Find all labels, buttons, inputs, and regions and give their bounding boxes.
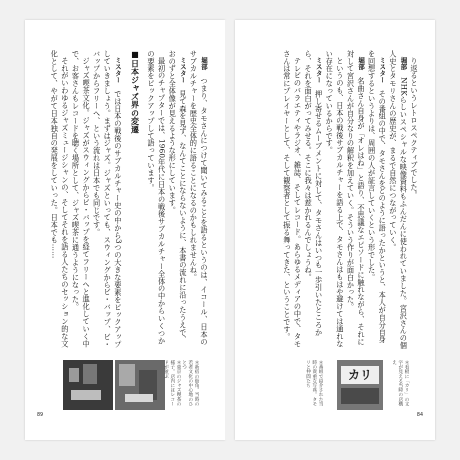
body-paragraph [281,50,302,350]
paragraph-text: 最初のチャプターでは、1960年代に日本の戦後サブカルチャー全体の中からいくつかの要素をピックアップして語っています。 [147,50,167,345]
paragraph-text: それがいわゆるジャズミュージシャンの、そしてそれを語る人たちのセッション的な文化として、やがて日本独自の発展をしていった。日本でも…… [50,50,70,348]
paragraph-text: り返るというレトロスペクティブでした。 [410,57,419,199]
body-paragraph [188,50,209,350]
photo-caption: ＊看板に「カリ」の文字が見える当時の店構え [391,360,409,406]
speaker-label: 堀部 [399,57,408,70]
paragraph-text: テレビのバラエティやラジオ、雑誌、そしてレコード。あらゆるメディアの中で、タモさんは常にプレイヤーとして、そして観察者として振る舞ってきた、ということです。 [282,50,303,348]
right-photo-area [245,360,425,410]
right-page-text [257,50,419,350]
left-photo-area [35,360,215,410]
speaker-label: ミスター [378,57,387,83]
street-scene-photo [115,360,165,410]
body-paragraph [345,50,366,350]
body-paragraph [91,50,123,350]
storefront-sign-photo [337,360,383,410]
right-page [235,20,435,440]
left-page [25,20,225,440]
paragraph-text: 押し寄せるムーブメントに対して、タモさんはいつも一歩引いたところから、それを面白がってみせる。そこに我々は惹かれるんでしょうね。 [304,50,324,337]
speaker-label: ミスター [314,57,323,83]
body-paragraph [70,50,91,350]
body-paragraph [366,50,387,350]
body-paragraph [324,50,345,350]
paragraph-text: では日本の戦後のサブカルチャー史の中から3つの大きな要素をピックアップしていきましょう。まずはジャズ。ジャズといっても、スウィングからビ・バップ、ビ・バップからフリーへ、という流れは日本でも同じです。 [92,50,123,349]
photo-caption: ＊東京のジャズ喫茶の様子。店内にはレコードが並ぶ [163,360,181,406]
section-heading: ■日本ジャズ界の変遷 [130,50,140,134]
paragraph-text: 見て森を見ず、なんてことにならないように、本書の流れに沿ったうえで、おのずと全体像が見えるような形にしています。 [168,50,188,344]
gutter [225,20,235,440]
speaker-label: 堀部 [200,57,208,70]
left-page-text [47,50,209,350]
speaker-label: ミスター [113,57,122,83]
body-paragraph [145,50,166,350]
paragraph-text: その番組の中で、タモさんをどのように語ったかというと、本人が自分自身を回想するというよりは、周囲の人が証言していくという形でした。 [367,50,388,344]
storefront-sign-text: カリ [347,368,372,382]
body-paragraph [167,50,188,350]
speaker-label: ミスター [178,57,187,83]
paragraph-text: というのも、日本の戦後サブカルチャーを語る上で、タモさんはもはや避けては通れない存在になっているからです。 [325,50,345,348]
paragraph-text: NHKらしいスペシャルな映像資料もふんだんに使われていました。宮沢さんの個人史とタモリさんの歴史が、まるで自然につながっていく。 [388,50,409,350]
paragraph-text: 名曲さん自身が「オレはね」と語り、不思議なエピソードに触れながら、それに対して宮沢さんが自分なりの解釈を加えていく。そういう作りが面白かった。 [346,50,367,346]
paragraph-text: つまり、タモさんにつけて聞いてみることを語るというのは、イコール、日本のサブカルチャーを歴史全体的に語ることになるのかもしれませんね。 [189,50,209,346]
photo-caption: ＊新宿の街角。当時の若者文化の中心地のひとつ [181,360,199,406]
body-paragraph [408,50,419,350]
body-paragraph [387,50,408,350]
body-paragraph [49,50,70,350]
paragraph-text: ジャズ喫茶文化。ジャズがスウィングからビ・バップを経てフリーへと進化していく中で、お客さんもレコードを聴く場所として、ジャズ喫茶に通うようになった。 [71,50,92,348]
page-number: 89 [37,413,44,418]
photo-caption: ＊番組で紹介された当時の貴重な写真。タモリと仲間たち [305,360,323,406]
jazz-cafe-photo [63,360,113,410]
body-paragraph [302,50,323,350]
page-number: 84 [416,413,423,418]
speaker-label: 堀部 [357,57,366,70]
